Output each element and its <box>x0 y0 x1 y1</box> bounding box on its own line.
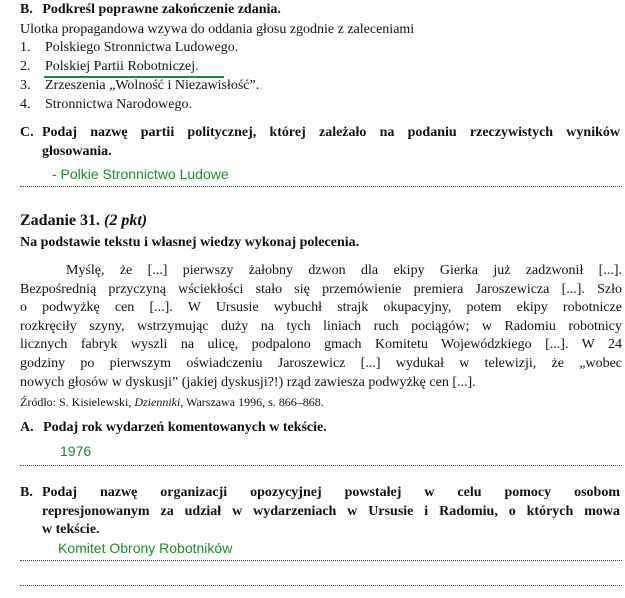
section-a2-text: Podaj rok wydarzeń komentowanych w tekście. <box>43 420 327 435</box>
option-4-text: Stronnictwa Narodowego. <box>45 97 192 112</box>
source-citation <box>20 395 324 410</box>
passage-line-7: nowych głosów w dyskusji” (jakiej dyskusji?!) rząd zawiesza podwyżkę cen [...]. <box>20 374 476 390</box>
section-b1-text: Podkreśl poprawne zakończenie zdania. <box>42 2 281 17</box>
task-31-number: Zadanie 31. <box>20 212 101 229</box>
passage-line-4: rozkręciły szyny, wstrzymując duży na tych liniach ruch pociągów; w Radomiu robotnicy <box>20 318 622 334</box>
section-c1-line-1: Podaj nazwę partii politycznej, której zależało na podaniu rzeczywistych wyników <box>42 125 620 140</box>
option-4[interactable] <box>20 97 192 113</box>
passage-line-1: Myślę, że [...] pierwszy żałobny dzwon dla ekipy Gierka już zadzwonił [...]. <box>66 263 622 278</box>
section-c1-answer[interactable]: - Polkie Stronnictwo Ludowe <box>52 166 229 182</box>
citation-title: Dzienniki <box>134 395 181 409</box>
section-b2-line-2: represjonowanym za udział w wydarzeniach w Ursusie i Radomiu, o których mowa <box>42 503 620 519</box>
section-a2-answer[interactable]: 1976 <box>60 443 92 459</box>
option-2-num: 2. <box>20 59 31 74</box>
section-b1-lead: Ulotka propagandowa wzywa do oddania głosu zgodnie z zaleceniami <box>20 22 415 37</box>
citation-suffix: , Warszawa 1996, s. 866–868. <box>180 395 324 409</box>
option-2[interactable] <box>20 59 199 75</box>
task-31-title <box>20 212 147 230</box>
source-passage <box>20 262 622 392</box>
section-a2-question <box>20 420 327 436</box>
answer-line <box>20 560 622 561</box>
task-31-instruction: Na podstawie tekstu i własnej wiedzy wykonaj polecenia. <box>20 235 360 250</box>
section-b2-line-1: Podaj nazwę organizacji opozycyjnej powstałej w celu pomocy osobom <box>42 485 620 500</box>
section-c1-line-2: głosowania. <box>42 143 112 159</box>
passage-line-2: Bezpośrednią przyczyną wściekłości stało się przemówienie premiera Jaroszewicza [...]. Szło <box>20 281 622 297</box>
option-1[interactable] <box>20 40 239 56</box>
section-a2-label: A. <box>20 420 34 435</box>
answer-line <box>20 186 622 187</box>
passage-line-6: godziny po pierwszym oświadczeniu Jaroszewicz [...] wydukał w telewizji, że „wobec <box>20 355 622 371</box>
option-1-num: 1. <box>20 40 31 55</box>
section-b2-label: B. <box>20 485 33 500</box>
option-3[interactable] <box>20 78 260 94</box>
section-b1-label: B. <box>20 2 33 17</box>
section-b2-line-3: w tekście. <box>42 522 100 537</box>
option-2-text: Polskiej Partii Robotniczej. <box>45 59 199 74</box>
option-3-num: 3. <box>20 78 31 93</box>
option-1-text: Polskiego Stronnictwa Ludowego. <box>45 40 239 55</box>
passage-line-3: o podwyżkę cen [...]. W Ursusie wybuchł strajk okupacyjny, potem ekipy robotnicze <box>20 300 622 316</box>
section-b2-answer[interactable]: Komitet Obrony Robotników <box>58 540 233 556</box>
option-3-text: Zrzeszenia „Wolność i Niezawisłość”. <box>45 78 260 93</box>
passage-line-5: licznych fabryk wyszli na ulicę, podpalono gmach Komitetu Wojewódzkiego [...]. W 24 <box>20 337 622 353</box>
answer-line <box>20 585 622 586</box>
section-c1-label: C. <box>20 125 34 140</box>
section-b1-question <box>20 2 281 18</box>
option-4-num: 4. <box>20 97 31 112</box>
answer-line <box>20 465 622 466</box>
citation-prefix: Źródło: S. Kisielewski, <box>20 395 135 409</box>
section-c1-question <box>20 124 620 161</box>
section-b2-question <box>20 484 620 540</box>
task-31-points: (2 pkt) <box>104 212 148 229</box>
